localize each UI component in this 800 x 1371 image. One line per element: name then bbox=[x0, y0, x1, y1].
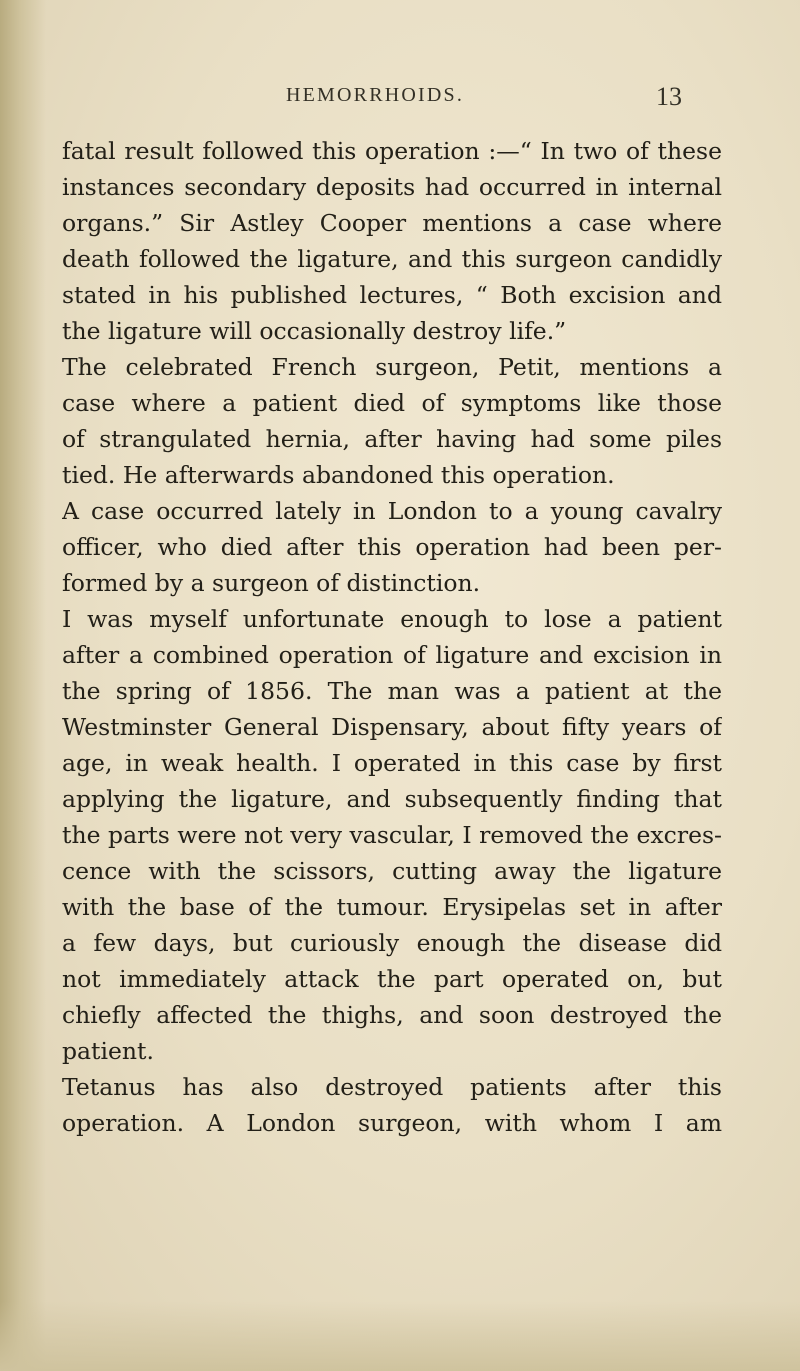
page-header bbox=[0, 84, 800, 118]
text-line: cence with the scissors, cutting away the ligature bbox=[62, 857, 722, 885]
text-line: chiefly affected the thighs, and soon destroyed the bbox=[62, 1001, 722, 1029]
text-line: case where a patient died of symptoms like those bbox=[62, 389, 722, 417]
text-line: of strangulated hernia, after having had some piles bbox=[62, 425, 722, 453]
text-line: The celebrated French surgeon, Petit, mentions a bbox=[62, 353, 722, 381]
text-line: the ligature will occasionally destroy life.” bbox=[62, 317, 567, 345]
running-head: HEMORRHOIDS. bbox=[286, 84, 465, 106]
text-line: after a combined operation of ligature and excision in bbox=[62, 641, 722, 669]
text-line: organs.” Sir Astley Cooper mentions a case where bbox=[62, 209, 722, 237]
text-line: death followed the ligature, and this surgeon candidly bbox=[62, 245, 722, 273]
text-line: Westminster General Dispensary, about fifty years of bbox=[62, 713, 722, 741]
page-number: 13 bbox=[656, 82, 682, 111]
body-text bbox=[62, 133, 722, 1141]
text-line: patient. bbox=[62, 1037, 154, 1065]
text-line: applying the ligature, and subsequently finding that bbox=[62, 785, 722, 813]
text-line: instances secondary deposits had occurred in internal bbox=[62, 173, 722, 201]
text-line: formed by a surgeon of distinction. bbox=[62, 569, 481, 597]
text-line: the parts were not very vascular, I removed the excres- bbox=[62, 821, 722, 849]
text-line: stated in his published lectures, “ Both excision and bbox=[62, 281, 722, 309]
text-line: I was myself unfortunate enough to lose a patient bbox=[62, 605, 722, 633]
binding-shadow bbox=[0, 0, 46, 1371]
text-line: not immediately attack the part operated on, but bbox=[62, 965, 722, 993]
text-line: fatal result followed this operation :—“ In two of these bbox=[62, 137, 722, 165]
text-line: A case occurred lately in London to a young cavalry bbox=[62, 497, 722, 525]
page-bottom-shadow bbox=[0, 1301, 800, 1371]
text-line: tied. He afterwards abandoned this operation. bbox=[62, 461, 615, 489]
text-line: age, in weak health. I operated in this case by first bbox=[62, 749, 722, 777]
text-line: with the base of the tumour. Erysipelas set in after bbox=[62, 893, 722, 921]
text-line: the spring of 1856. The man was a patient at the bbox=[62, 677, 722, 705]
text-line: operation. A London surgeon, with whom I am bbox=[62, 1109, 722, 1137]
text-line: Tetanus has also destroyed patients after this bbox=[62, 1073, 722, 1101]
text-line: a few days, but curiously enough the disease did bbox=[62, 929, 722, 957]
text-line: officer, who died after this operation had been per- bbox=[62, 533, 722, 561]
